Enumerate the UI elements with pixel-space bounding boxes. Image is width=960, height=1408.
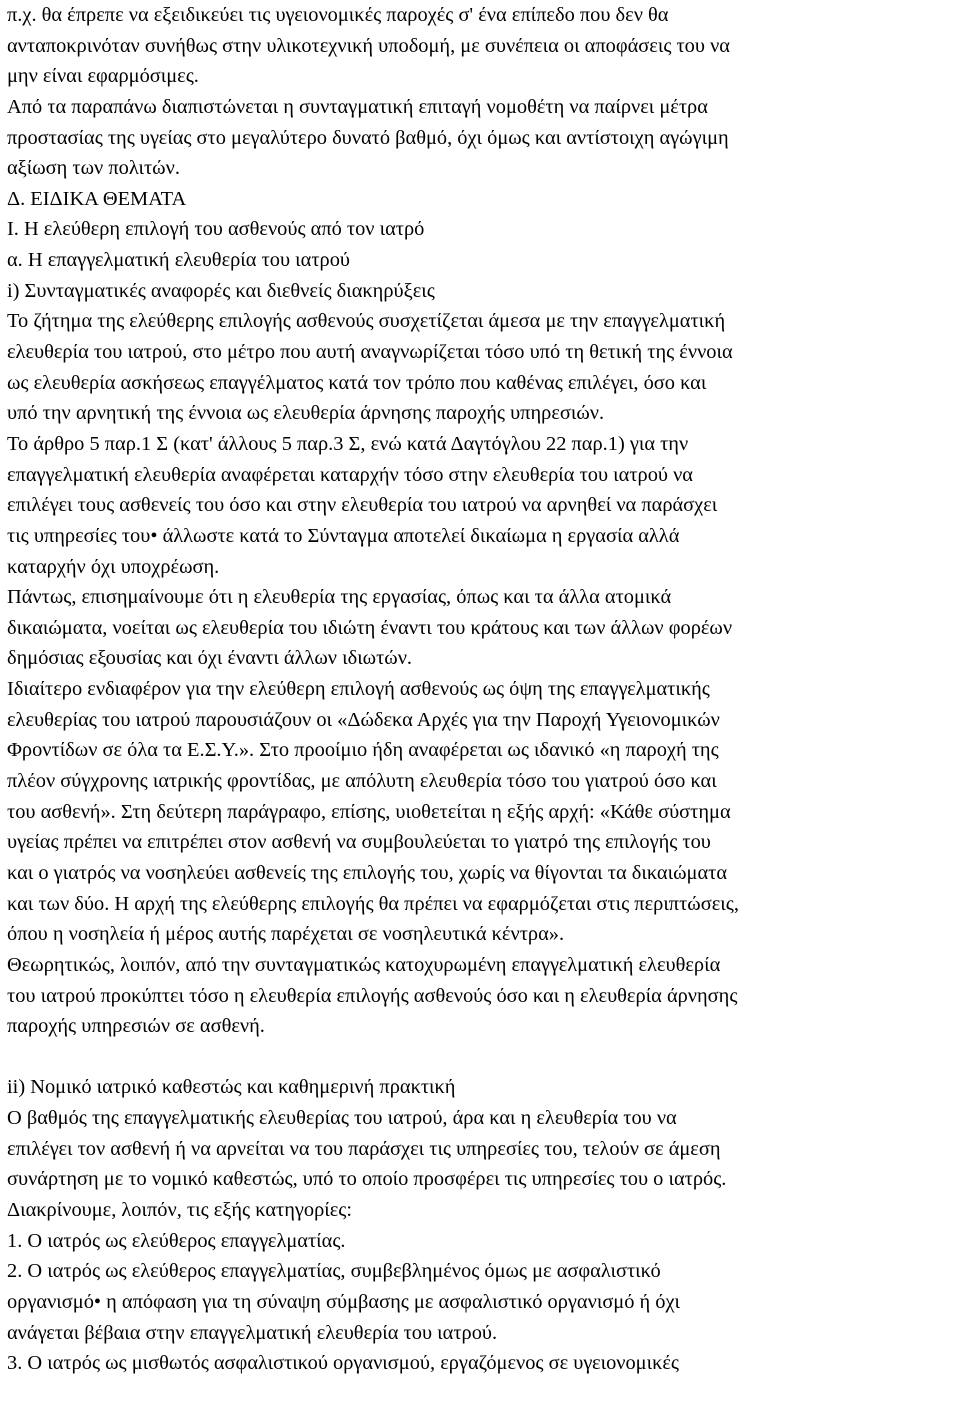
text-line: επαγγελματική ελευθερία αναφέρεται καταρχήν τόσο στην ελευθερία του ιατρού να — [7, 463, 693, 486]
text-line: του ασθενή». Στη δεύτερη παράγραφο, επίσης, υιοθετείται η εξής αρχή: «Κάθε σύστημα — [7, 800, 731, 823]
text-line: επιλέγει τους ασθενείς του όσο και στην ελευθερία του ιατρού να αρνηθεί να παράσχει — [7, 494, 718, 517]
text-line: τις υπηρεσίες του• άλλωστε κατά το Σύνταγμα αποτελεί δικαίωμα η εργασία αλλά — [7, 524, 680, 547]
text-line: Φροντίδων σε όλα τα Ε.Σ.Υ.». Στο προοίμιο ήδη αναφέρεται ως ιδανικό «η παροχή της — [7, 739, 719, 762]
paragraph-spacer — [7, 1042, 955, 1073]
text-line: Ο βαθμός της επαγγελματικής ελευθερίας του ιατρού, άρα και η ελευθερία του να — [7, 1107, 677, 1130]
text-line: Ιδιαίτερο ενδιαφέρον για την ελεύθερη επιλογή ασθενούς ως όψη της επαγγελματικής — [7, 678, 710, 701]
section-heading: Δ. ΕΙΔΙΚΑ ΘΕΜΑΤΑ — [7, 187, 187, 210]
list-item: 3. Ο ιατρός ως μισθωτός ασφαλιστικού οργανισμού, εργαζόμενος σε υγειονομικές — [7, 1352, 680, 1375]
text-line: Θεωρητικώς, λοιπόν, από την συνταγματικώς κατοχυρωμένη επαγγελματική ελευθερία — [7, 953, 721, 976]
text-line: καταρχήν όχι υποχρέωση. — [7, 555, 220, 578]
text-line: μην είναι εφαρμόσιμες. — [7, 65, 199, 88]
topic-heading-ii: ii) Νομικό ιατρικό καθεστώς και καθημερινή πρακτική — [7, 1076, 456, 1099]
text-line: του ιατρού προκύπτει τόσο η ελευθερία επιλογής ασθενούς όσο και η ελευθερία άρνησης — [7, 984, 738, 1007]
text-line: ως ελευθερία ασκήσεως επαγγέλματος κατά τον τρόπο που καθένας επιλέγει, όσο και — [7, 371, 707, 394]
text-line: υγείας πρέπει να επιτρέπει στον ασθενή να συμβουλεύεται το γιατρό της επιλογής του — [7, 831, 711, 854]
text-line: και των δύο. Η αρχή της ελεύθερης επιλογής θα πρέπει να εφαρμόζεται στις περιπτώσεις, — [7, 892, 739, 915]
text-line: ελευθερίας του ιατρού παρουσιάζουν οι «Δώδεκα Αρχές για την Παροχή Υγειονομικών — [7, 708, 720, 731]
text-line: οργανισμό• η απόφαση για τη σύναψη σύμβασης με ασφαλιστικό οργανισμό ή όχι — [7, 1290, 681, 1313]
text-line: π.χ. θα έπρεπε να εξειδικεύει τις υγειονομικές παροχές σ' ένα επίπεδο που δεν θα — [7, 4, 669, 26]
text-line: Το ζήτημα της ελεύθερης επιλογής ασθενούς συσχετίζεται άμεσα με την επαγγελματική — [7, 310, 726, 333]
document-page — [7, 0, 955, 1379]
list-item: 1. Ο ιατρός ως ελεύθερος επαγγελματίας. — [7, 1229, 346, 1252]
subsubsection-heading: α. Η επαγγελματική ελευθερία του ιατρού — [7, 249, 350, 272]
text-line: Διακρίνουμε, λοιπόν, τις εξής κατηγορίες: — [7, 1198, 353, 1221]
text-line: ελευθερία του ιατρού, στο μέτρο που αυτή αναγνωρίζεται τόσο υπό τη θετική της έννοια — [7, 341, 733, 364]
text-line: παροχής υπηρεσιών σε ασθενή. — [7, 1015, 265, 1038]
text-line: υπό την αρνητική της έννοια ως ελευθερία άρνησης παροχής υπηρεσιών. — [7, 402, 605, 425]
text-line: Από τα παραπάνω διαπιστώνεται η συνταγματική επιταγή νομοθέτη να παίρνει μέτρα — [7, 95, 708, 118]
text-line: αξίωση των πολιτών. — [7, 157, 180, 180]
text-line: ανταποκρινόταν συνήθως στην υλικοτεχνική υποδομή, με συνέπεια οι αποφάσεις του να — [7, 34, 730, 57]
subsection-heading: Ι. Η ελεύθερη επιλογή του ασθενούς από τον ιατρό — [7, 218, 425, 241]
text-line: δημόσιας εξουσίας και όχι έναντι άλλων ιδιωτών. — [7, 647, 413, 670]
body-paragraphs-ii — [7, 1103, 955, 1379]
intro-paragraph — [7, 0, 955, 184]
text-line: όπου η νοσηλεία ή μέρος αυτής παρέχεται σε νοσηλευτικά κέντρα». — [7, 923, 565, 946]
text-line: Το άρθρο 5 παρ.1 Σ (κατ' άλλους 5 παρ.3 Σ, ενώ κατά Δαγτόγλου 22 παρ.1) για την — [7, 432, 689, 455]
text-line: Πάντως, επισημαίνουμε ότι η ελευθερία της εργασίας, όπως και τα άλλα ατομικά — [7, 586, 672, 609]
text-line: προστασίας της υγείας στο μεγαλύτερο δυνατό βαθμό, όχι όμως και αντίστοιχη αγώγιμη — [7, 126, 729, 149]
topic-heading-i: i) Συνταγματικές αναφορές και διεθνείς διακηρύξεις — [7, 279, 435, 302]
text-line: ανάγεται βέβαια στην επαγγελματική ελευθερία του ιατρού. — [7, 1321, 498, 1344]
text-line: και ο γιατρός να νοσηλεύει ασθενείς της επιλογής του, χωρίς να θίγονται τα δικαιώματα — [7, 861, 728, 884]
list-item: 2. Ο ιατρός ως ελεύθερος επαγγελματίας, συμβεβλημένος όμως με ασφαλιστικό — [7, 1260, 661, 1283]
text-line: συνάρτηση με το νομικό καθεστώς, υπό το οποίο προσφέρει τις υπηρεσίες του ο ιατρός. — [7, 1168, 727, 1191]
text-line: δικαιώματα, νοείται ως ελευθερία του ιδιώτη έναντι του κράτους και των άλλων φορέων — [7, 616, 733, 639]
text-line: πλέον σύγχρονης ιατρικής φροντίδας, με απόλυτη ελευθερία τόσο του γιατρού όσο και — [7, 770, 717, 793]
body-paragraphs-i — [7, 306, 955, 1041]
text-line: επιλέγει τον ασθενή ή να αρνείται να του παράσχει τις υπηρεσίες του, τελούν σε άμεση — [7, 1137, 721, 1160]
